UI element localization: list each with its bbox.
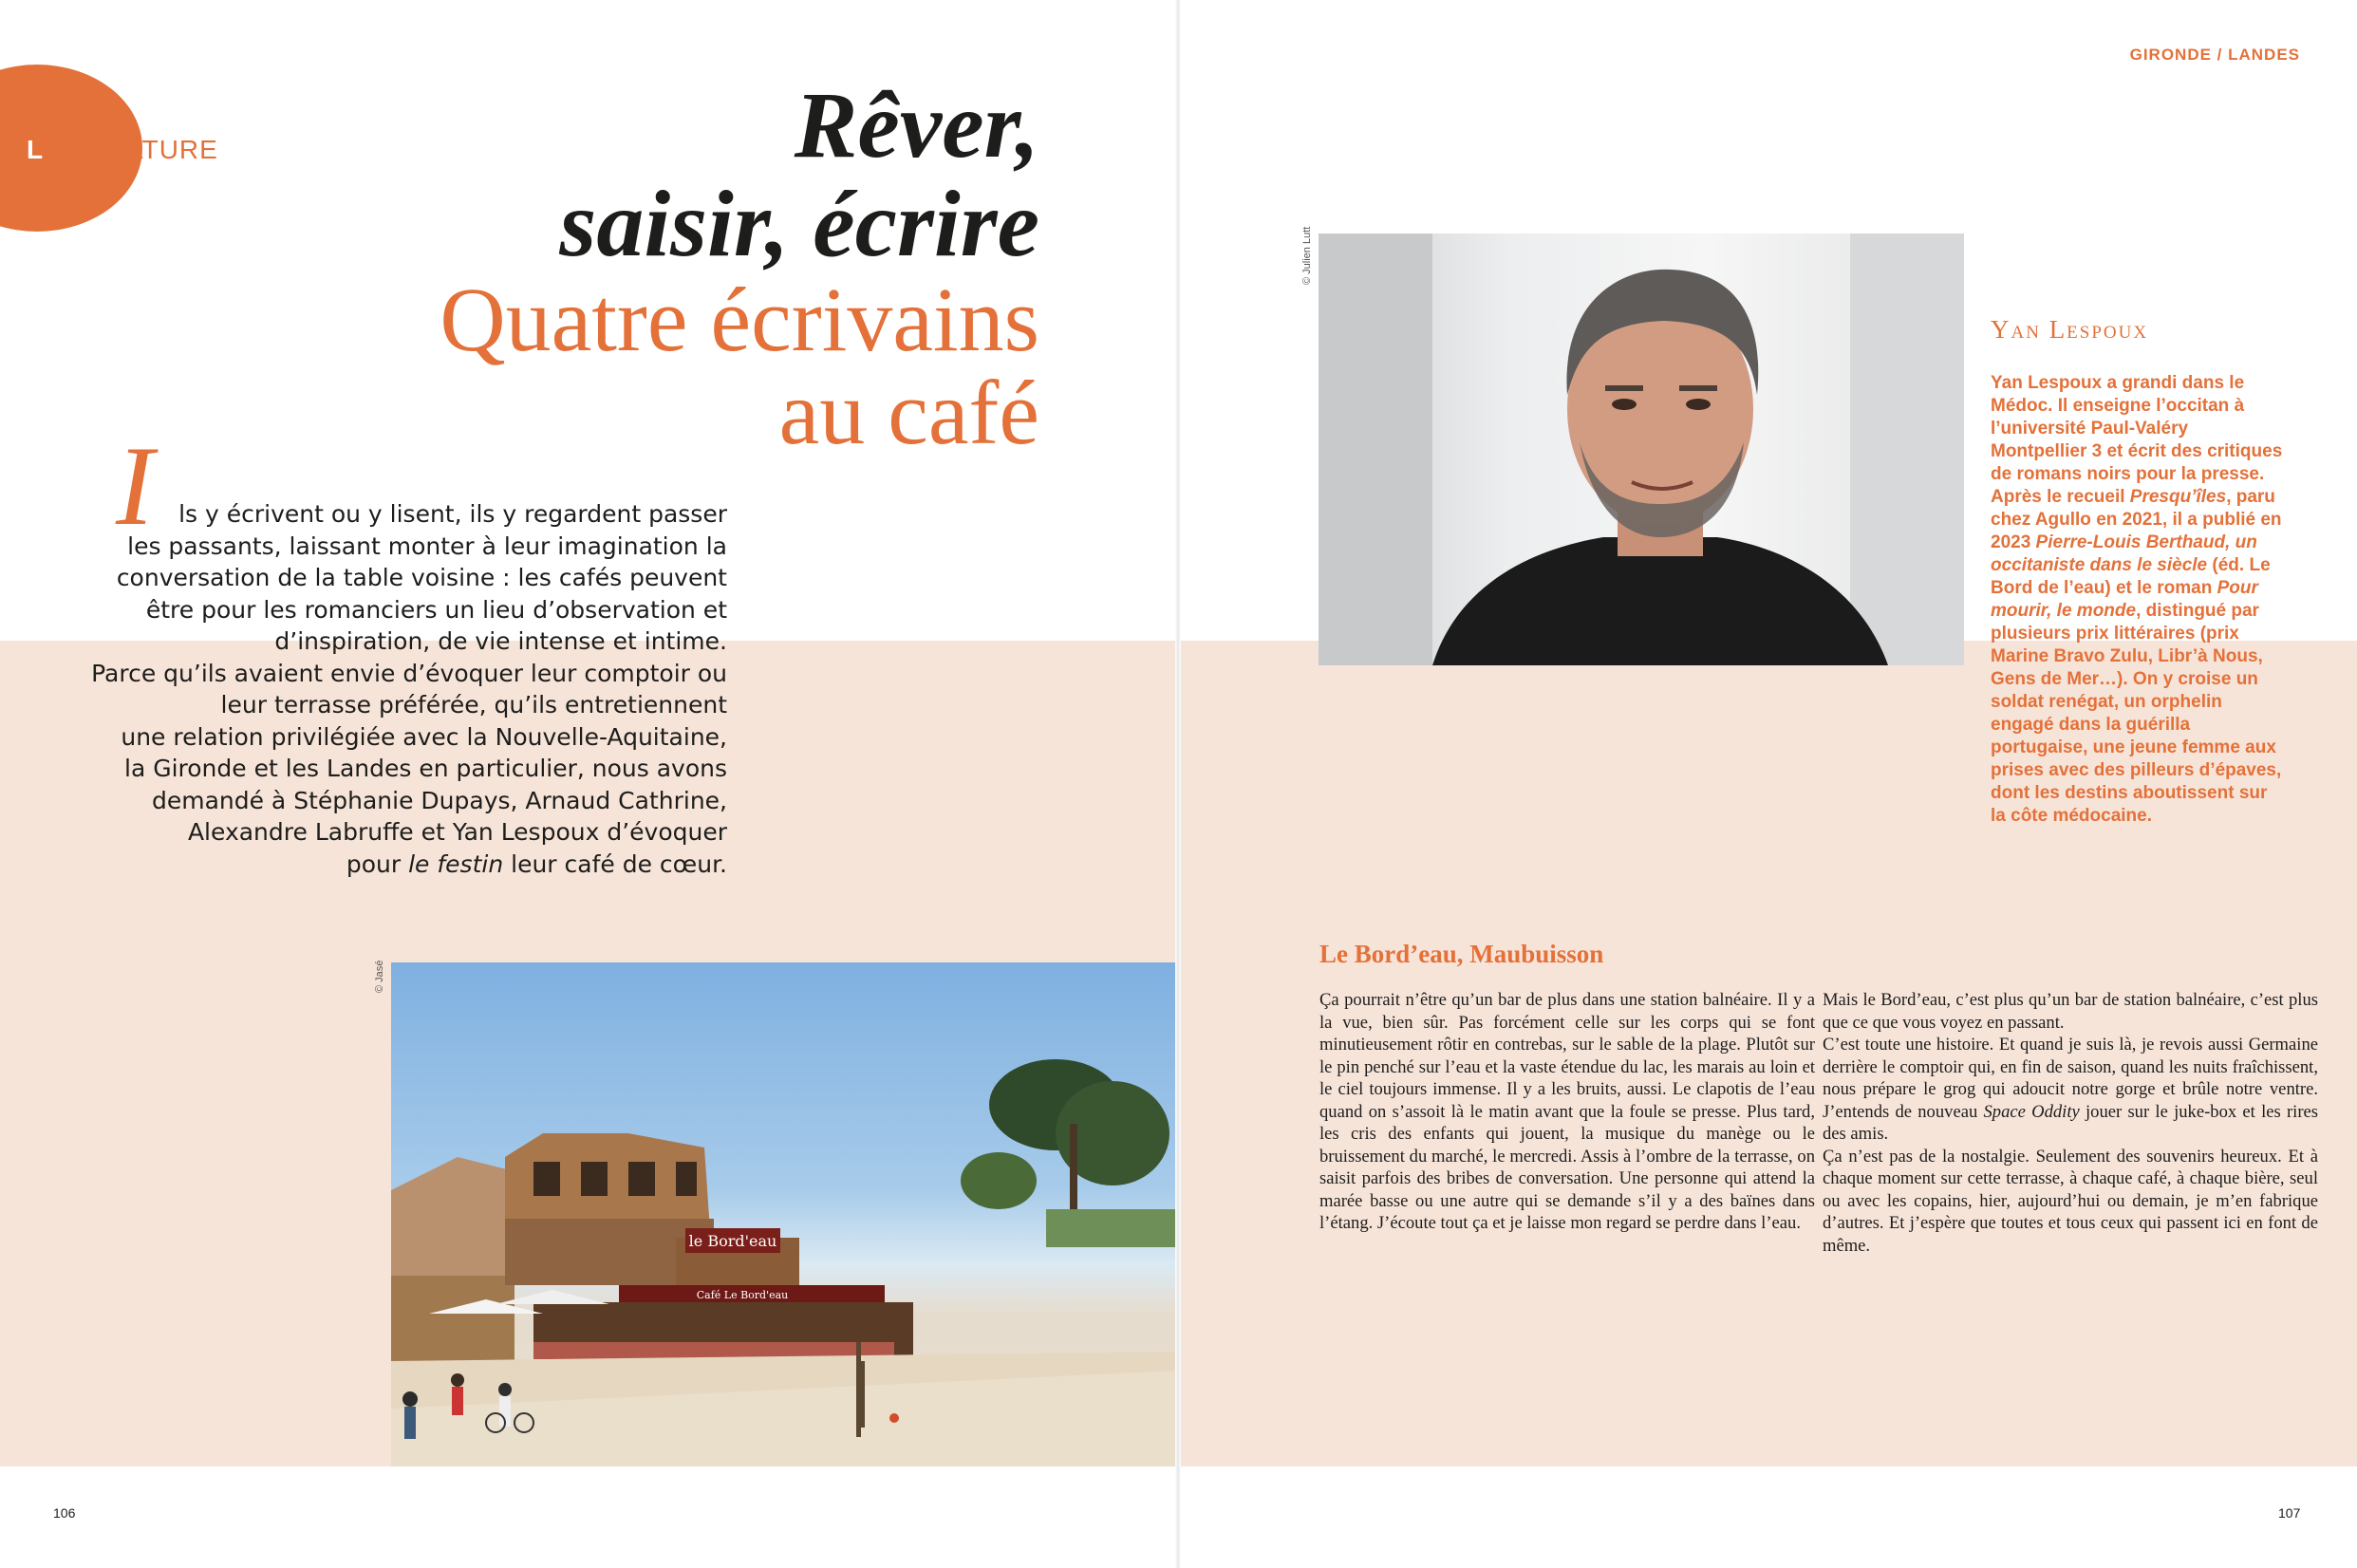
author-name: Yan Lespoux — [1991, 315, 2149, 344]
title-line-4: au café — [778, 362, 1039, 463]
cafe-title: Le Bord’eau, Maubuisson — [1319, 940, 1604, 968]
intro-paragraph — [57, 498, 727, 880]
bio-book-title: Presqu’îles — [2129, 487, 2227, 507]
paragraph-text: jouer sur le juke-box et les rires des amis. — [1823, 1101, 2318, 1144]
article-column-1 — [1319, 989, 1815, 1235]
song-title: Space Oddity — [1983, 1101, 2080, 1122]
magazine-name: le festin — [408, 849, 504, 878]
intro-line: conversation de la table voisine : les cafés peuvent — [116, 564, 727, 591]
portrait-illustration — [1319, 233, 1964, 665]
rubric-rest: ITTÉRATURE — [44, 135, 218, 164]
page-gutter — [1175, 0, 1181, 1568]
paragraph: Ça pourrait n’être qu’un bar de plus dans une station balnéaire. Il y a la vue, bien sûr. Pas forcément celle sur les corps qui se font minutieusement rôtir en contrebas, sur le sable de la plage. Plutôt sur le pin penché sur l’eau et la vaste étendue du lac, les marais au loin et le ciel toujours immense. Il y a les bruits, aussi. Le clapotis de l’eau quand on s’assoit là le matin avant que la foule se presse. Plus tard, les cris des enfants qui jouent, la musique du manège ou le bruissement du marché, le mercredi. Assis à l’ombre de la terrasse, on saisit parfois des bribes de conversation. Une personne qui attend la marée basse ou une autre qui se demande s’il y a des baïnes dans l’étang. J’écoute tout ça et je laisse mon regard se perdre dans l’eau. — [1319, 990, 1815, 1233]
intro-line: ls y écrivent ou y lisent, ils y regardent passer — [178, 500, 727, 528]
intro-line: leur terrasse préférée, qu’ils entretiennent — [220, 691, 727, 719]
intro-line: être pour les romanciers un lieu d’observation et — [145, 595, 727, 624]
bio-text: Yan Lespoux a grandi dans le Médoc. Il enseigne l’occitan à l’université Paul-Valéry Montpellier 3 et écrit des critiques de romans noirs pour la presse. Après le recueil — [1991, 373, 2283, 507]
title-line-1: Rêver, — [794, 72, 1039, 177]
intro-line — [57, 849, 727, 881]
cafe-sign-text: le Bord'eau — [688, 1232, 777, 1250]
bio-text: , paru chez Agullo en 2021, il a publié en 2023 — [1991, 487, 2282, 552]
article-column-2 — [1823, 989, 2318, 1257]
bio-text: (éd. Le Bord de l’eau) et le roman — [1991, 555, 2271, 598]
paragraph: Ça n’est pas de la nostalgie. Seulement des souvenirs heureux. Et à chaque moment sur cette terrasse, à chaque café, à chaque bière, seul ou avec les copains, hier, aujourd’hui ou demain, je m’en fabrique d’autres. Et j’espère que toutes et tous ceux qui passent ici en font de même. — [1823, 1146, 2318, 1256]
author-portrait — [1319, 233, 1964, 665]
intro-line: une relation privilégiée avec la Nouvelle-Aquitaine, — [121, 722, 727, 751]
intro-line: Alexandre Labruffe et Yan Lespoux d’évoquer — [187, 818, 727, 846]
intro-text: leur café de cœur. — [503, 849, 727, 878]
intro-line: d’inspiration, de vie intense et intime. — [274, 627, 727, 655]
page-number-left: 106 — [53, 1505, 76, 1521]
intro-line: la Gironde et les Landes en particulier, nous avons — [124, 755, 727, 782]
intro-text: pour — [346, 849, 409, 878]
intro-line: les passants, laissant monter à leur imagination la — [127, 532, 727, 560]
section-header: GIRONDE / LANDES — [2129, 46, 2300, 64]
cafe-awning-text: Café Le Bord'eau — [696, 1289, 789, 1301]
bio-text: , distingué par plusieurs prix littéraires (prix Marine Bravo Zulu, Libr’à Nous, Gens de Mer…). On y croise un soldat renégat, un orphelin engagé dans la guérilla portugaise, une jeune femme aux prises avec des pilleurs d’épaves, dont les destins aboutissent sur la côte médocaine. — [1991, 601, 2282, 826]
paragraph — [1823, 1034, 2318, 1146]
article-title — [440, 72, 1039, 463]
page-number-right: 107 — [2278, 1505, 2301, 1521]
cafe-photo — [391, 962, 1175, 1466]
bio-book-title: Pour mourir, le monde — [1991, 578, 2258, 621]
title-line-3: Quatre écrivains — [440, 269, 1039, 370]
portrait-photo-credit: © Julien Lutt — [1301, 226, 1313, 285]
rubric-label — [27, 135, 218, 165]
drop-cap: I — [116, 422, 154, 549]
paragraph-text: C’est toute une histoire. Et quand je suis là, je revois aussi Germaine derrière le comptoir qui, en fin de saison, quand les nuits fraîchissent, nous prépare le grog qui adoucit notre gorge et brûle notre ventre. J’entends de nouveau — [1823, 1035, 2318, 1122]
paragraph: Mais le Bord’eau, c’est plus qu’un bar de station balnéaire, c’est plus que ce que vous voyez en passant. — [1823, 990, 2318, 1033]
title-line-2: saisir, écrire — [559, 171, 1039, 276]
cafe-photo-credit: © Jasé — [374, 960, 385, 993]
author-bio — [1991, 372, 2285, 828]
rubric-first-letter: L — [27, 135, 45, 164]
cafe-illustration — [391, 962, 1175, 1466]
intro-line: demandé à Stéphanie Dupays, Arnaud Cathrine, — [151, 786, 727, 814]
intro-line: Parce qu’ils avaient envie d’évoquer leur comptoir ou — [91, 659, 727, 687]
bio-book-title: Pierre-Louis Berthaud, un occitaniste dans le siècle — [1991, 532, 2257, 575]
